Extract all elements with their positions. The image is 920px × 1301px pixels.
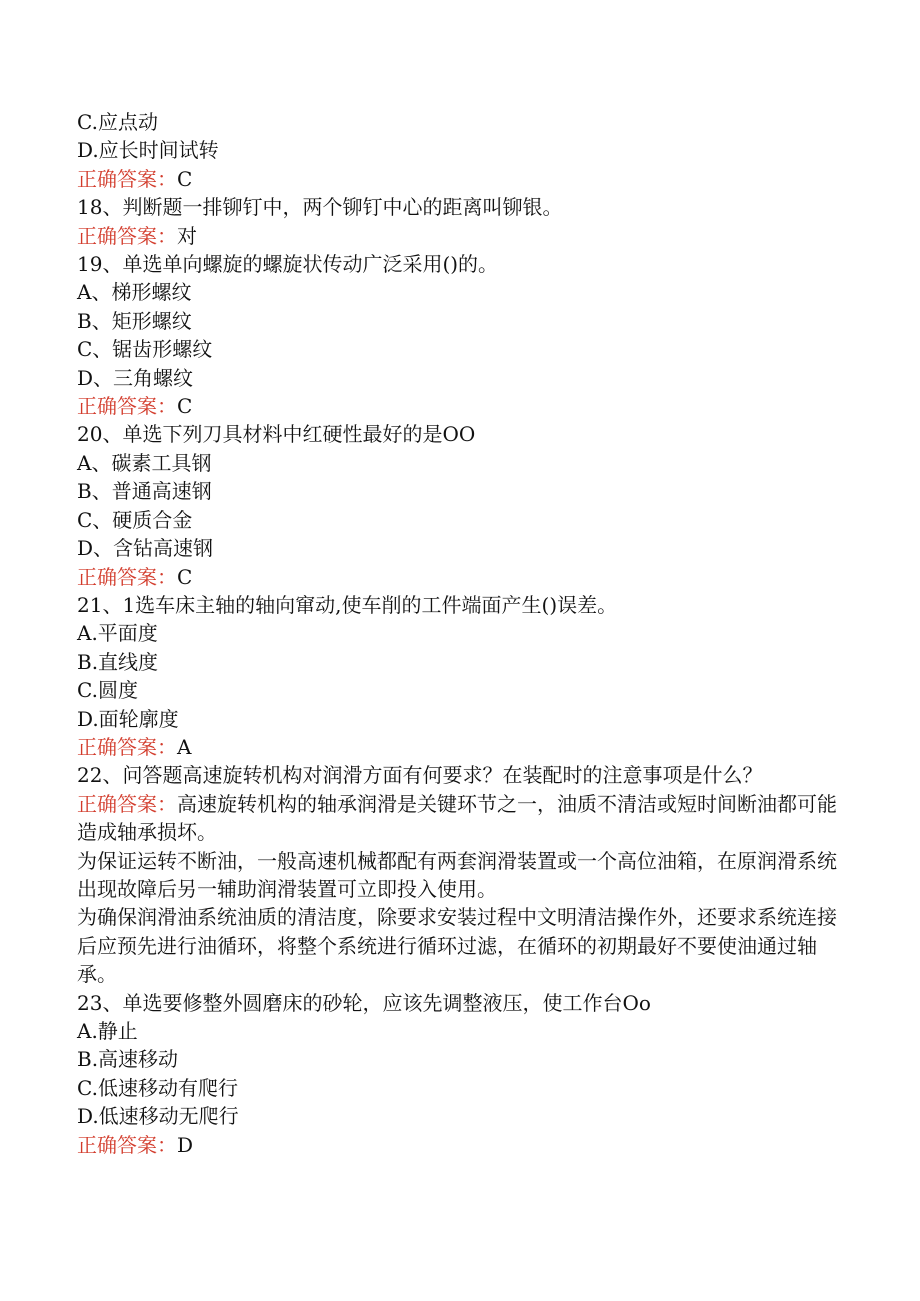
option-b: B.高速移动 <box>77 1047 179 1072</box>
answer-label: 正确答案： <box>77 734 177 759</box>
answer-label: 正确答案： <box>77 223 177 248</box>
answer-label: 正确答案： <box>77 791 177 816</box>
answer-line <box>77 222 845 250</box>
answer-line <box>77 1131 845 1159</box>
answer-value: C <box>177 564 193 589</box>
option-b: B、矩形螺纹 <box>77 308 192 333</box>
answer-label: 正确答案： <box>77 394 177 419</box>
option-b: B、普通高速钢 <box>77 479 212 504</box>
option-a: A.静止 <box>77 1019 138 1043</box>
option-a: A.平面度 <box>77 621 158 646</box>
option-b: B.直线度 <box>77 649 159 674</box>
question-22: 22、问答题高速旋转机构对润滑方面有何要求？在装配时的注意事项是什么？ <box>77 763 763 788</box>
option-c: C、锯齿形螺纹 <box>77 337 213 362</box>
answer-line <box>77 392 845 420</box>
answer-paragraph <box>77 790 845 847</box>
option-c: C.圆度 <box>77 678 138 703</box>
option-c: C.低速移动有爬行 <box>77 1075 238 1100</box>
option-d: D、三角螺纹 <box>77 365 194 390</box>
answer-value: C <box>177 166 193 191</box>
option-d: D.低速移动无爬行 <box>77 1104 239 1129</box>
answer-line <box>77 733 845 761</box>
question-20: 20、单选下列刀具材料中红硬性最好的是OO <box>77 422 476 447</box>
option-d: D、含钻高速钢 <box>77 536 214 561</box>
answer-value: C <box>177 394 193 419</box>
answer-value: A <box>177 734 192 759</box>
answer-line <box>77 165 845 193</box>
option-a: A、梯形螺纹 <box>77 280 192 305</box>
answer-label: 正确答案： <box>77 166 177 191</box>
answer-value: D <box>177 1132 194 1157</box>
option-d: D.面轮廓度 <box>77 706 179 731</box>
answer-value: 对 <box>177 223 197 248</box>
answer-label: 正确答案： <box>77 1132 177 1157</box>
option-a: A、碳素工具钢 <box>77 450 212 475</box>
answer-line <box>77 563 845 591</box>
question-23: 23、单选要修整外圆磨床的砂轮，应该先调整液压，使工作台Oo <box>77 990 651 1015</box>
option-d: D.应长时间试转 <box>77 138 219 163</box>
answer-paragraph: 为确保润滑油系统油质的清洁度，除要求安装过程中文明清洁操作外，还要求系统连接后应预先进行油循环，将整个系统进行循环过滤，在循环的初期最好不要使油通过轴承。 <box>77 905 837 987</box>
option-c: C.应点动 <box>77 110 158 134</box>
question-21: 21、1选车床主轴的轴向窜动,使车削的工件端面产生()误差。 <box>77 592 618 617</box>
document-page <box>77 108 845 1159</box>
question-18: 18、判断题一排铆钉中，两个铆钉中心的距离叫铆银。 <box>77 195 563 220</box>
answer-paragraph: 为保证运转不断油，一般高速机械都配有两套润滑装置或一个高位油箱，在原润滑系统出现故障后另一辅助润滑装置可立即投入使用。 <box>77 848 837 901</box>
option-c: C、硬质合金 <box>77 507 193 532</box>
answer-label: 正确答案： <box>77 564 177 589</box>
answer-value: 高速旋转机构的轴承润滑是关键环节之一，油质不清洁或短时间断油都可能造成轴承损坏。 <box>77 791 837 845</box>
question-19: 19、单选单向螺旋的螺旋状传动广泛采用()的。 <box>77 252 499 277</box>
